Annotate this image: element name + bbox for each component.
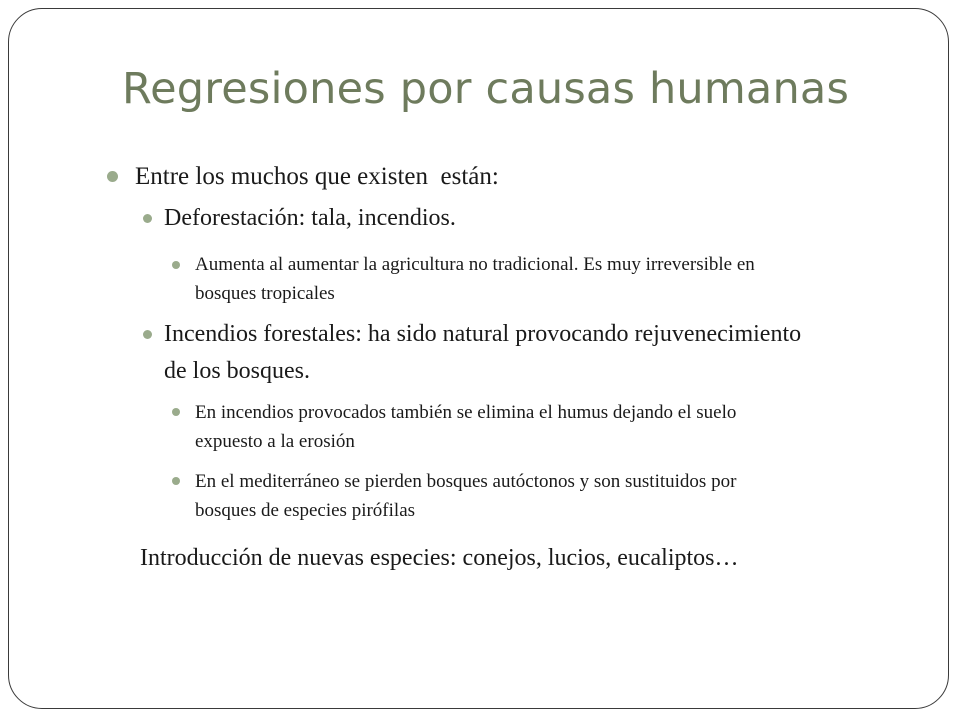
bullet-line: bosques tropicales <box>195 283 335 304</box>
bullet-line: Incendios forestales: ha sido natural provocando rejuvenecimiento <box>164 321 802 347</box>
bullet-level2-text: Introducción de nuevas especies: conejos, lucios, eucaliptos… <box>140 545 739 571</box>
bullet-level3-text <box>195 398 736 456</box>
bullet-dot <box>107 171 118 182</box>
bullet-line: bosques de especies pirófilas <box>195 500 416 521</box>
bullet-dot <box>172 408 180 416</box>
bullet-level2-text: Deforestación: tala, incendios. <box>164 205 456 231</box>
bullet-dot <box>172 477 180 485</box>
bullet-level3-text <box>195 467 736 525</box>
bullet-line: expuesto a la erosión <box>195 431 355 452</box>
bullet-dot <box>143 330 152 339</box>
bullet-dot <box>143 214 152 223</box>
bullet-line: de los bosques. <box>164 358 310 384</box>
bullet-line: En el mediterráneo se pierden bosques autóctonos y son sustituidos por <box>195 471 737 492</box>
bullet-dot <box>172 261 180 269</box>
bullet-level3-text <box>195 250 755 308</box>
bullet-line: En incendios provocados también se elimina el humus dejando el suelo <box>195 402 737 423</box>
slide-title: Regresiones por causas humanas <box>122 64 850 114</box>
bullet-level1-text: Entre los muchos que existen están: <box>135 163 499 190</box>
bullet-level2-text <box>164 316 801 390</box>
bullet-line: Aumenta al aumentar la agricultura no tradicional. Es muy irreversible en <box>195 254 755 275</box>
